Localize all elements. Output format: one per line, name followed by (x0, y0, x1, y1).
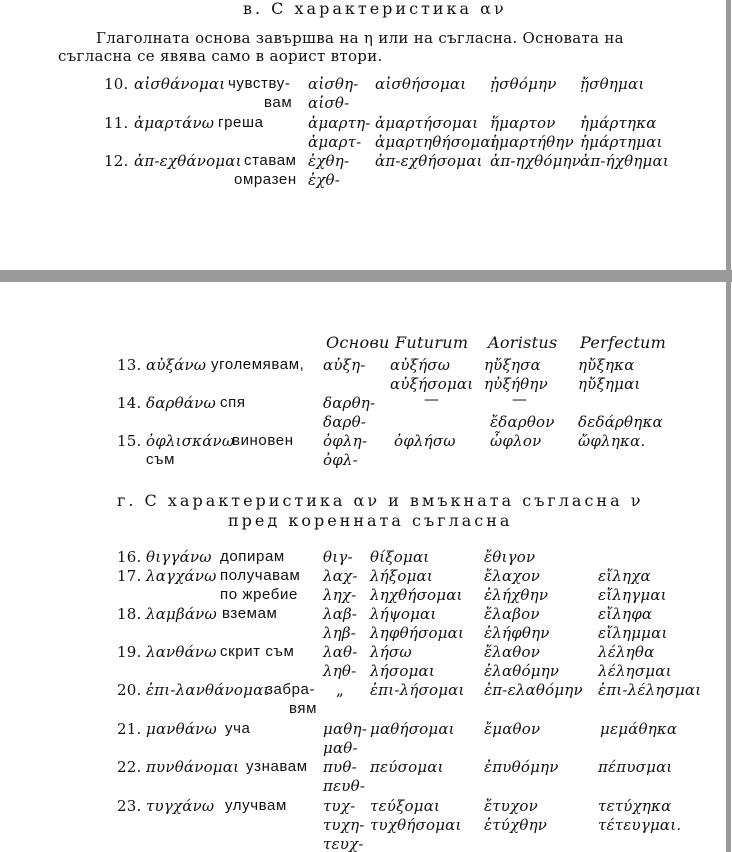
perfect-form: εἴληφα (598, 605, 653, 623)
meaning-continued: съм (146, 451, 175, 468)
row-number: 23. (117, 797, 142, 815)
row-number: 19. (117, 643, 142, 661)
meaning: улучвам (225, 797, 287, 814)
upper-page (0, 0, 732, 270)
stem-alt: μαθ- (323, 739, 358, 757)
row-number: 20. (117, 681, 142, 699)
column-header-future: Futurum (395, 333, 469, 352)
aorist-form: ἔλαχον (484, 567, 541, 585)
meaning: спя (220, 394, 246, 411)
future-form: αἰσθήσομαι (375, 75, 467, 93)
greek-verb: λαγχάνω (146, 567, 217, 585)
stem: τυχ- (323, 797, 356, 815)
ditto-mark: „ (336, 681, 344, 699)
aorist-form: ἔλαθον (484, 643, 541, 661)
column-header-stems: Основи (326, 333, 390, 352)
perfect-passive-form: ηὔξημαι (578, 375, 641, 393)
aorist-form: ηὔξησα (484, 356, 541, 374)
aorist-form: ᾐσθόμην (490, 75, 557, 93)
perfect-passive-form: ἡμάρτημαι (580, 133, 663, 151)
row-number: 12. (104, 152, 129, 170)
aorist-middle-form: ἐλαθόμην (484, 662, 560, 680)
aorist-form: — (512, 390, 528, 408)
meaning: допирам (220, 548, 285, 565)
meaning: узнавам (246, 758, 308, 775)
column-header-aorist: Aoristus (488, 333, 558, 352)
greek-verb: πυνθάνομαι (146, 758, 240, 776)
perfect-form: ὤφληκα. (578, 432, 646, 450)
row-number: 22. (117, 758, 142, 776)
stem: μαθη- (323, 720, 367, 738)
row-number: 21. (117, 720, 142, 738)
stem: ἁμαρτη- (308, 114, 371, 132)
section-b-paragraph-line-1: Глаголната основа завършва на η или на съгласна. Основата на (96, 29, 624, 47)
perfect-passive-form: εἴλημμαι (598, 624, 668, 642)
perfect-passive-form: τέτευγμαι. (598, 816, 682, 834)
future-passive-form: ληχθήσομαι (370, 586, 463, 604)
meaning-continued: вям (289, 700, 318, 717)
section-b-paragraph-line-2: съгласна се явява само в аорист втори. (58, 47, 383, 65)
aorist-second-form: ἔδαρθον (490, 413, 555, 431)
stem-alt: ληβ- (323, 624, 357, 642)
stem-alt: πευθ- (323, 777, 366, 795)
perfect-form: ἡμάρτηκα (580, 114, 657, 132)
greek-verb: ἐπι-λανθάνομαι (146, 681, 270, 699)
future-form: αὐξήσω (390, 356, 451, 374)
future-form: θίξομαι (370, 548, 430, 566)
section-g-heading-line-2: пред коренната съгласна (228, 511, 513, 530)
stem-alt: αἰσθ- (308, 94, 350, 112)
meaning: вземам (222, 605, 278, 622)
aorist-form: ἀπ-ηχθόμην (490, 152, 582, 170)
future-passive-form: ἁμαρτηθήσομαι (375, 133, 497, 151)
row-number: 14. (117, 394, 142, 412)
future-passive-form: τυχθήσομαι (370, 816, 462, 834)
stem: θιγ- (323, 548, 353, 566)
row-number: 17. (117, 567, 142, 585)
stem: αὐξη- (323, 356, 366, 374)
aorist-form: ἔτυχον (484, 797, 538, 815)
greek-verb: ἀπ-εχθάνομαι (134, 152, 242, 170)
page-edge (726, 0, 731, 852)
greek-verb: τυγχάνω (146, 797, 215, 815)
future-form: ἐπι-λήσομαι (370, 681, 465, 699)
meaning-continued: по жребие (220, 586, 298, 603)
greek-verb: θιγγάνω (146, 548, 212, 566)
stem-alt-2: τευχ- (323, 835, 364, 852)
meaning: виновен (232, 432, 294, 449)
meaning: ставам (244, 152, 297, 169)
future-form: ἁμαρτήσομαι (375, 114, 479, 132)
meaning: скрит съм (220, 643, 295, 660)
future-form: λήξομαι (370, 567, 433, 585)
aorist-form: ἥμαρτον (490, 114, 556, 132)
row-number: 18. (117, 605, 142, 623)
aorist-form: ἐπυθόμην (484, 758, 559, 776)
stem: λαβ- (323, 605, 358, 623)
section-b-heading: в. С характеристика αν (243, 0, 507, 18)
stem-alt: τυχη- (323, 816, 365, 834)
future-form: μαθήσομαι (370, 720, 455, 738)
section-g-heading: г. С характеристика αν и вмъкната съгласна ν (117, 491, 644, 510)
perfect-form: μεμάθηκα (600, 720, 678, 738)
greek-verb: μανθάνω (146, 720, 217, 738)
stem-alt: ἁμαρτ- (308, 133, 362, 151)
aorist-passive-form: ἡμαρτήθην (490, 133, 574, 151)
meaning: получавам (220, 567, 301, 584)
column-header-perfect: Perfectum (580, 333, 667, 352)
perfect-form: δεδάρθηκα (578, 413, 663, 431)
row-number: 16. (117, 548, 142, 566)
perfect-form: ηὔξηκα (578, 356, 635, 374)
meaning: чувству- (228, 75, 291, 92)
meaning: греша (218, 114, 264, 131)
stem: λαθ- (323, 643, 358, 661)
aorist-form: ἔλαβον (484, 605, 540, 623)
meaning: забра- (266, 681, 316, 698)
greek-verb: λαμβάνω (146, 605, 217, 623)
stem: ἐχθη- (308, 152, 350, 170)
row-number: 11. (104, 114, 129, 132)
lower-page (0, 282, 732, 852)
aorist-form: ἔθιγον (484, 548, 536, 566)
aorist-passive-form: ἐτύχθην (484, 816, 548, 834)
aorist-passive-form: ἐλήχθην (484, 586, 549, 604)
stem-alt: ὀφλ- (323, 451, 358, 469)
greek-verb: αὐξάνω (146, 356, 207, 374)
future-middle-form: αὐξήσομαι (390, 375, 474, 393)
stem-alt: ἐχθ- (308, 171, 341, 189)
stem: λαχ- (323, 567, 358, 585)
perfect-form: τετύχηκα (598, 797, 672, 815)
future-passive-form: ληφθήσομαι (370, 624, 465, 642)
future-form: ὀφλήσω (394, 432, 456, 450)
future-form: λήψομαι (370, 605, 437, 623)
stem: πυθ- (323, 758, 357, 776)
aorist-form: ἔμαθον (484, 720, 541, 738)
perfect-form: πέπυσμαι (598, 758, 673, 776)
page-divider (0, 270, 732, 282)
future-form: πεύσομαι (370, 758, 444, 776)
perfect-form: ἐπι-λέλησμαι (598, 681, 702, 699)
aorist-passive-form: ἐλήφθην (484, 624, 550, 642)
perfect-form: εἴληχα (598, 567, 651, 585)
meaning: уголемявам, (211, 356, 305, 373)
stem: ὀφλη- (323, 432, 368, 450)
row-number: 15. (117, 432, 142, 450)
future-middle-form: λήσομαι (370, 662, 435, 680)
meaning-continued: омразен (234, 171, 297, 188)
aorist-passive-form: ηὐξήθην (484, 375, 548, 393)
aorist-form: ἐπ-ελαθόμην (484, 681, 583, 699)
perfect-passive-form: λέλησμαι (598, 662, 672, 680)
future-form: λήσω (370, 643, 412, 661)
perfect-form: ἀπ-ήχθημαι (580, 152, 669, 170)
stem: δαρθη- (323, 394, 376, 412)
greek-verb: αἰσθάνομαι (134, 75, 226, 93)
row-number: 10. (104, 75, 129, 93)
greek-verb: δαρθάνω (146, 394, 216, 412)
meaning: уча (225, 720, 251, 737)
perfect-form: ᾔσθημαι (580, 75, 645, 93)
perfect-form: λέληθα (598, 643, 655, 661)
row-number: 13. (117, 356, 142, 374)
stem-alt: ληθ- (323, 662, 357, 680)
stem-alt: ληχ- (323, 586, 357, 604)
meaning-continued: вам (264, 94, 293, 111)
future-form: — (424, 390, 440, 408)
stem: αἰσθη- (308, 75, 359, 93)
greek-verb: λανθάνω (146, 643, 217, 661)
perfect-passive-form: εἴληγμαι (598, 586, 667, 604)
greek-verb: ἁμαρτάνω (134, 114, 215, 132)
aorist-form: ὦφλον (490, 432, 542, 450)
stem-alt: δαρθ- (323, 413, 367, 431)
greek-verb: ὀφλισκάνω (146, 432, 235, 450)
future-form: ἀπ-εχθήσομαι (375, 152, 483, 170)
future-form: τεύξομαι (370, 797, 441, 815)
